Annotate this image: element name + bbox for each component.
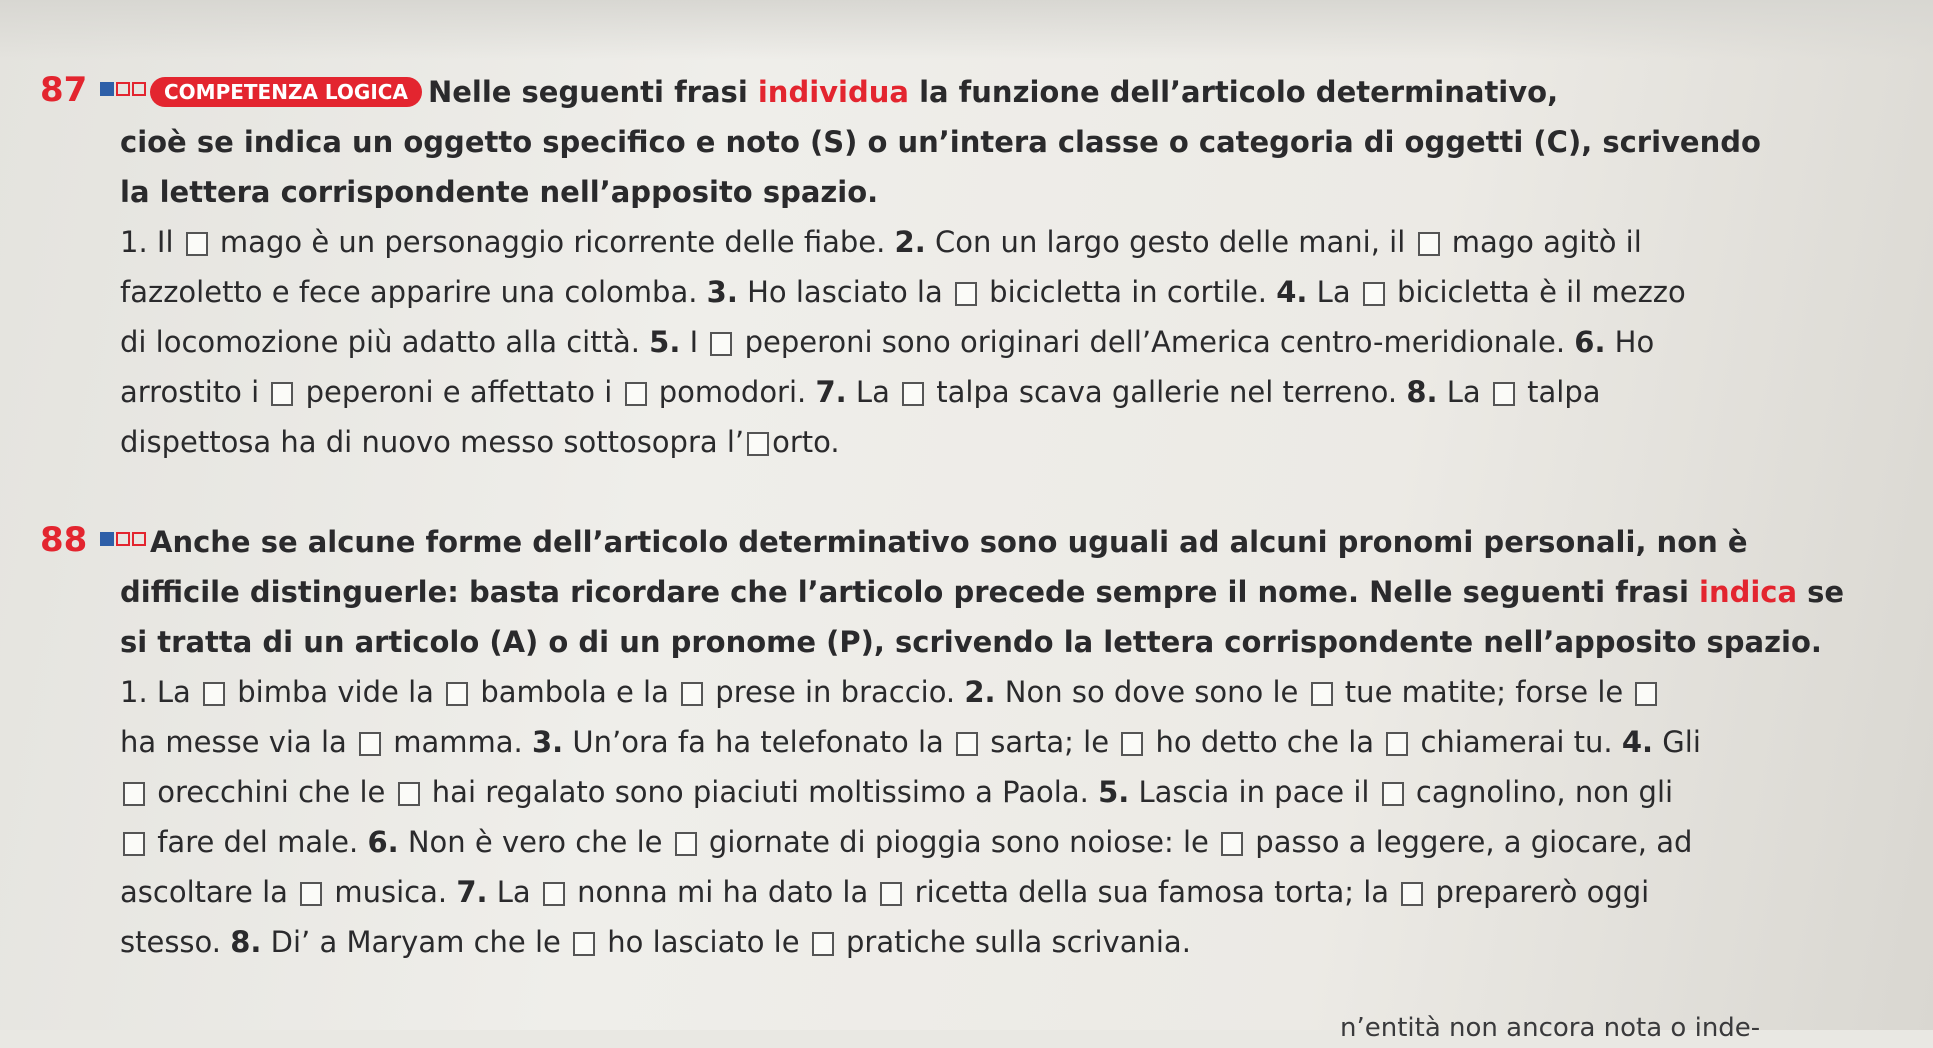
sentence-number: 2. [894, 225, 926, 259]
text-line [120, 572, 1844, 612]
sentence-number: 3. [706, 275, 738, 309]
text-run: fare del male. [148, 825, 368, 859]
text-line [120, 722, 1701, 762]
answer-box[interactable] [1635, 682, 1657, 706]
text-run: 1. La [120, 675, 201, 709]
text-run: talpa scava gallerie nel terreno. [927, 375, 1407, 409]
text-run: prese in braccio. [706, 675, 965, 709]
text-run: orto. [772, 425, 840, 459]
text-run: bicicletta è il mezzo [1387, 275, 1686, 309]
text-run: sarta; le [981, 725, 1119, 759]
sentence-number: 6. [1574, 325, 1606, 359]
answer-box[interactable] [710, 332, 732, 356]
sentence-number: 2. [964, 675, 996, 709]
text-run: fazzoletto e fece apparire una colomba. [120, 275, 707, 309]
text-run: ho detto che la [1146, 725, 1384, 759]
text-run: hai regalato sono piaciuti moltissimo a Paola. [422, 775, 1099, 809]
text-line [120, 172, 878, 212]
text-run: pomodori. [649, 375, 816, 409]
answer-box[interactable] [1363, 282, 1385, 306]
highlighted-verb: individua [757, 75, 909, 109]
text-run: cioè se indica un oggetto specifico e noto (S) o un’intera classe o categoria di oggetti (C), scrivendo [120, 125, 1761, 159]
answer-box[interactable] [1401, 882, 1423, 906]
difficulty-indicator [100, 532, 148, 552]
text-run: Non so dove sono le [995, 675, 1308, 709]
sentence-number: 7. [456, 875, 488, 909]
text-line [140, 72, 1558, 112]
text-run: peperoni sono originari dell’America centro-meridionale. [735, 325, 1575, 359]
text-run: Gli [1653, 725, 1701, 759]
text-run: musica. [325, 875, 457, 909]
text-run: orecchini che le [148, 775, 395, 809]
text-line [120, 872, 1649, 912]
answer-box[interactable] [1221, 832, 1243, 856]
text-line [120, 222, 1642, 262]
answer-box[interactable] [543, 882, 565, 906]
answer-box[interactable] [123, 832, 145, 856]
text-run: la lettera corrispondente nell’apposito spazio. [120, 175, 879, 209]
text-run: ho lasciato le [598, 925, 809, 959]
text-run: Non è vero che le [398, 825, 672, 859]
answer-box[interactable] [1493, 382, 1515, 406]
answer-box[interactable] [446, 682, 468, 706]
text-line [120, 422, 840, 462]
text-run: pratiche sulla scrivania. [836, 925, 1191, 959]
answer-box[interactable] [812, 932, 834, 956]
sentence-number: 5. [1098, 775, 1130, 809]
text-line [150, 522, 1748, 562]
text-run: Con un largo gesto delle mani, il [925, 225, 1415, 259]
answer-box[interactable] [675, 832, 697, 856]
highlighted-verb: indica [1699, 575, 1798, 609]
text-run: difficile distinguerle: basta ricordare che l’articolo precede sempre il nome. Nelle seguenti frasi [120, 575, 1699, 609]
text-run: Un’ora fa ha telefonato la [563, 725, 954, 759]
answer-box[interactable] [300, 882, 322, 906]
text-run: La [487, 875, 540, 909]
difficulty-empty-icon [132, 532, 146, 546]
text-line [120, 122, 1761, 162]
answer-box[interactable] [203, 682, 225, 706]
difficulty-filled-icon [100, 532, 114, 546]
text-run: cagnolino, non gli [1406, 775, 1674, 809]
text-run: bambola e la [471, 675, 679, 709]
sentence-number: 4. [1621, 725, 1654, 759]
answer-box[interactable] [359, 732, 381, 756]
answer-box[interactable] [123, 782, 145, 806]
text-run: Anche se alcune forme dell’articolo determinativo sono uguali ad alcuni pronomi personali, non è [150, 525, 1748, 559]
answer-box[interactable] [1382, 782, 1404, 806]
text-run: Ho [1605, 325, 1655, 359]
text-run: se [1797, 575, 1845, 609]
answer-box[interactable] [880, 882, 902, 906]
text-run: si tratta di un articolo (A) o di un pronome (P), scrivendo la lettera corrispondente nell’apposito spazio. [120, 625, 1822, 659]
text-line [120, 672, 1660, 712]
text-run: preparerò oggi [1426, 875, 1650, 909]
sentence-number: 4. [1276, 275, 1308, 309]
answer-box[interactable] [747, 432, 769, 456]
competence-badge: COMPETENZA LOGICA [150, 77, 422, 107]
text-line [120, 622, 1822, 662]
text-run: arrostito i [120, 375, 269, 409]
answer-box[interactable] [398, 782, 420, 806]
difficulty-empty-icon [116, 532, 130, 546]
answer-box[interactable] [956, 732, 978, 756]
sentence-number: 5. [649, 325, 681, 359]
sentence-number: 8. [1406, 375, 1438, 409]
answer-box[interactable] [1386, 732, 1408, 756]
answer-box[interactable] [902, 382, 924, 406]
text-run: 1. Il [120, 225, 183, 259]
answer-box[interactable] [1121, 732, 1143, 756]
sentence-number: 7. [815, 375, 847, 409]
text-run: tue matite; forse le [1335, 675, 1633, 709]
text-run: di locomozione più adatto alla città. [120, 325, 650, 359]
exercise-number: 88 [40, 520, 88, 560]
text-run: ascoltare la [120, 875, 298, 909]
text-run: I [680, 325, 708, 359]
text-run: peperoni e affettato i [296, 375, 622, 409]
difficulty-empty-icon [116, 82, 130, 96]
answer-box[interactable] [1311, 682, 1333, 706]
text-run: nonna mi ha dato la [567, 875, 878, 909]
text-run: Lascia in pace il [1129, 775, 1379, 809]
text-run: chiamerai tu. [1411, 725, 1622, 759]
text-run: ha messe via la [120, 725, 356, 759]
answer-box[interactable] [573, 932, 595, 956]
footer-fragment: n’entità non ancora nota o inde- [1340, 1013, 1761, 1043]
text-run: La [1437, 375, 1490, 409]
text-line [120, 372, 1601, 412]
answer-box[interactable] [186, 232, 208, 256]
page-shadow [0, 0, 1933, 60]
answer-box[interactable] [271, 382, 293, 406]
exercise-number: 87 [40, 70, 88, 110]
text-run: stesso. [120, 925, 231, 959]
text-run: ricetta della sua famosa torta; la [905, 875, 1399, 909]
text-run: dispettosa ha di nuovo messo sottosopra l’ [120, 425, 745, 459]
text-line [120, 772, 1673, 812]
answer-box[interactable] [1418, 232, 1440, 256]
answer-box[interactable] [955, 282, 977, 306]
text-line [120, 922, 1191, 962]
text-run: Nelle seguenti frasi [427, 75, 758, 109]
text-run: La [846, 375, 900, 409]
text-run: talpa [1517, 375, 1601, 409]
text-run: bicicletta in cortile. [979, 275, 1277, 309]
text-run: La [1307, 275, 1360, 309]
sentence-number: 6. [367, 825, 399, 859]
text-line [120, 822, 1692, 862]
text-run: mago è un personaggio ricorrente delle fiabe. [210, 225, 895, 259]
text-line [120, 272, 1686, 312]
sentence-number: 3. [531, 725, 564, 759]
text-run: mago agitò il [1442, 225, 1642, 259]
text-run: Di’ a Maryam che le [261, 925, 571, 959]
text-run: mamma. [384, 725, 532, 759]
text-run: bimba vide la [228, 675, 444, 709]
difficulty-filled-icon [100, 82, 114, 96]
text-run: Ho lasciato la [737, 275, 952, 309]
text-line [120, 322, 1654, 362]
text-run: giornate di pioggia sono noiose: le [699, 825, 1219, 859]
sentence-number: 8. [230, 925, 262, 959]
answer-box[interactable] [681, 682, 703, 706]
text-run: la funzione dell’articolo determinativo, [908, 75, 1559, 109]
answer-box[interactable] [625, 382, 647, 406]
text-run: passo a leggere, a giocare, ad [1246, 825, 1693, 859]
